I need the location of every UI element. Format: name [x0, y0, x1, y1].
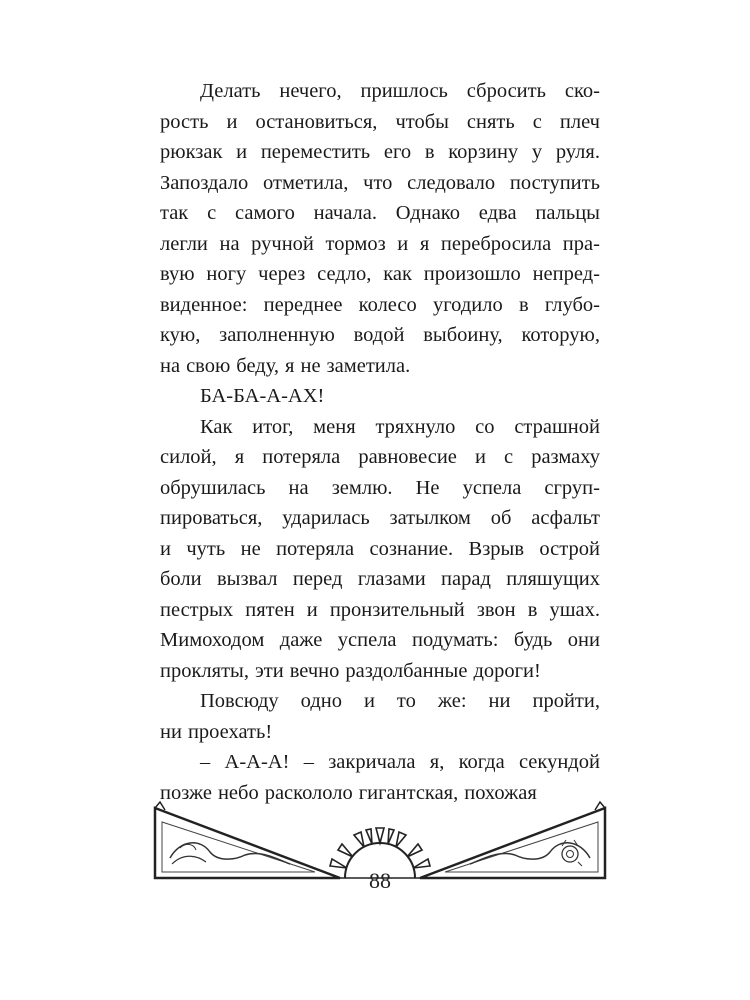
word: А-А-А!	[224, 751, 290, 773]
word: потеряла	[276, 537, 355, 560]
word: проехать!	[187, 720, 273, 743]
word: так	[160, 202, 189, 224]
word: обрушилась	[160, 476, 266, 499]
text-line	[160, 137, 600, 168]
text-line	[160, 412, 600, 443]
word: я	[234, 446, 245, 468]
word: произошло	[423, 263, 521, 285]
text-line	[160, 259, 600, 290]
word: переместить	[260, 141, 371, 163]
word: БА-БА-А-АХ!	[200, 385, 325, 407]
text-line	[160, 351, 600, 382]
word: как	[383, 263, 412, 285]
word: когда	[458, 751, 505, 773]
word: Как	[200, 415, 233, 438]
word: меня	[313, 415, 356, 438]
word: эти	[254, 659, 284, 682]
word: с	[207, 202, 217, 224]
word: в	[527, 598, 538, 621]
word: же:	[437, 690, 467, 712]
word: я,	[429, 751, 445, 773]
word: пра-	[562, 232, 600, 255]
word: даже	[279, 629, 323, 651]
word: и	[226, 110, 238, 133]
word: одно	[300, 690, 342, 712]
word: и	[474, 446, 486, 468]
word: заполненную	[219, 324, 335, 346]
word: размаху	[531, 446, 600, 468]
text-line	[160, 168, 600, 199]
word: я	[285, 354, 295, 377]
text-line	[160, 381, 600, 412]
word: поступить	[509, 171, 600, 194]
word: Запоздало	[160, 171, 249, 194]
word: на	[160, 354, 181, 377]
word: Делать	[200, 80, 261, 102]
word: ни	[488, 690, 511, 712]
page-number: 88	[369, 868, 391, 893]
word: ударилась	[282, 507, 370, 529]
word: будь	[513, 629, 553, 651]
word: ногу	[206, 263, 247, 285]
word: равновесие	[358, 446, 457, 468]
text-line	[160, 747, 600, 778]
word: с	[504, 446, 514, 468]
word: пришлось	[360, 80, 448, 102]
text-line	[160, 473, 600, 504]
word: подумать:	[412, 629, 499, 651]
text-line	[160, 290, 600, 321]
word: рость	[160, 110, 209, 133]
word: чтобы	[395, 110, 449, 133]
word: у	[531, 141, 543, 163]
word: острой	[539, 537, 600, 560]
word: итог,	[252, 415, 294, 438]
word: тормоз	[325, 232, 386, 255]
word: руля.	[555, 141, 600, 163]
word: перед	[292, 568, 343, 590]
word: пятен	[245, 598, 295, 621]
sun-and-vine-border-icon	[150, 800, 610, 920]
text-line	[160, 595, 600, 626]
word: ручной	[251, 232, 314, 255]
word: выбоину,	[423, 324, 503, 346]
word: не	[240, 537, 261, 560]
word: что	[363, 171, 393, 194]
word: остановиться,	[255, 110, 378, 133]
word: которую,	[521, 324, 600, 346]
word: с	[532, 110, 542, 133]
word: ушах.	[549, 598, 600, 621]
word: переднее	[263, 293, 343, 316]
word: страшной	[514, 415, 600, 438]
word: землю.	[331, 476, 393, 499]
word: пироваться,	[160, 507, 263, 529]
text-line	[160, 534, 600, 565]
word: –	[200, 751, 211, 773]
word: вую	[160, 263, 195, 285]
word: боли	[160, 568, 202, 590]
word: едва	[478, 202, 517, 224]
word: пестрых	[160, 598, 234, 621]
word: секундой	[518, 751, 600, 773]
text-line	[160, 442, 600, 473]
word: и	[236, 141, 248, 163]
word: заметила.	[326, 354, 411, 377]
word: через	[258, 263, 306, 285]
word: и	[160, 537, 171, 560]
word: виденное:	[160, 293, 248, 316]
text-line	[160, 76, 600, 107]
word: глубо-	[544, 293, 600, 316]
word: и	[397, 232, 409, 255]
word: его	[383, 141, 412, 163]
word: Взрыв	[468, 537, 525, 560]
text-line	[160, 503, 600, 534]
text-line	[160, 198, 600, 229]
word: похожая	[464, 781, 537, 804]
word: гигантская,	[358, 781, 459, 804]
word: Повсюду	[200, 690, 279, 712]
word: водой	[353, 324, 405, 346]
word: небо	[217, 781, 259, 804]
text-line	[160, 686, 600, 717]
word: нечего,	[279, 80, 342, 102]
text-line	[160, 229, 600, 260]
word: успела	[462, 476, 522, 499]
text-line	[160, 107, 600, 138]
word: колесо	[358, 293, 417, 316]
word: прокляты,	[160, 659, 249, 682]
word: начала.	[313, 202, 377, 224]
text-line	[160, 564, 600, 595]
word: успела	[337, 629, 397, 651]
word: глазами	[357, 568, 426, 590]
word: силой,	[160, 446, 217, 468]
word: самого	[235, 202, 295, 224]
word: отметила,	[263, 171, 349, 194]
word: звон	[476, 598, 516, 621]
word: рюкзак	[160, 141, 223, 163]
word: непред-	[532, 263, 600, 285]
word: и	[306, 598, 318, 621]
word: перебросила	[440, 232, 552, 255]
word: тряхнуло	[375, 415, 456, 438]
word: не	[300, 354, 321, 377]
word: седло,	[317, 263, 372, 285]
word: ско-	[564, 80, 600, 102]
word: со	[475, 415, 495, 438]
word: пройти,	[532, 690, 600, 712]
word: вызвал	[217, 568, 278, 590]
word: снять	[466, 110, 515, 133]
word: то	[396, 690, 416, 712]
word: в	[424, 141, 435, 163]
word: вечно	[289, 659, 340, 682]
word: угодило	[433, 293, 503, 316]
text-line	[160, 656, 600, 687]
word: затылком	[389, 507, 471, 529]
word: сбросить	[466, 80, 546, 102]
word: они	[567, 629, 600, 651]
word: парад	[441, 568, 491, 590]
word: на	[288, 476, 309, 499]
word: Однако	[395, 202, 460, 224]
page-body-text	[160, 76, 600, 808]
word: Мимоходом	[160, 629, 265, 651]
word: корзину	[448, 141, 519, 163]
word: я	[419, 232, 430, 255]
word: закричала	[328, 751, 416, 773]
word: сознание.	[369, 537, 454, 560]
word: плеч	[559, 110, 600, 133]
word: потеряла	[262, 446, 341, 468]
word: сгруп-	[544, 476, 600, 499]
word: ни	[160, 720, 182, 743]
word: пальцы	[535, 202, 600, 224]
word: на	[219, 232, 240, 255]
word: и	[363, 690, 375, 712]
word: кую,	[160, 324, 201, 346]
word: Не	[415, 476, 440, 499]
word: позже	[160, 781, 212, 804]
word: –	[303, 751, 314, 773]
word: в	[518, 293, 529, 316]
word: дороги!	[473, 659, 541, 682]
word: об	[490, 507, 512, 529]
word: следовало	[407, 171, 496, 194]
word: асфальт	[531, 507, 600, 529]
word: пляшущих	[506, 568, 600, 590]
word: свою	[186, 354, 231, 377]
word: пронзительный	[329, 598, 465, 621]
word: легли	[160, 232, 208, 255]
text-line	[160, 625, 600, 656]
word: чуть	[186, 537, 226, 560]
word: раскололо	[264, 781, 353, 804]
word: беду,	[236, 354, 280, 377]
text-line	[160, 320, 600, 351]
word: раздолбанные	[345, 659, 468, 682]
text-line	[160, 717, 600, 748]
